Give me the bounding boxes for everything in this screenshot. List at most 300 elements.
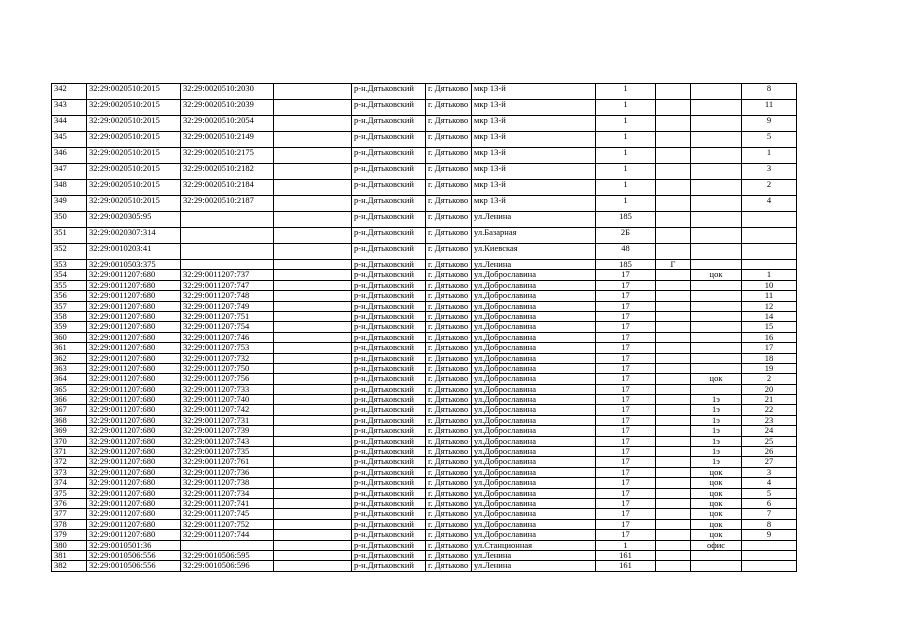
city-cell: г. Дятьково bbox=[426, 301, 472, 311]
letter-cell bbox=[656, 447, 691, 457]
row-number-cell: 360 bbox=[52, 332, 87, 342]
street-cell: ул.Доброславина bbox=[472, 530, 596, 540]
house-number-cell: 2Б bbox=[596, 228, 656, 244]
unit-number-cell: 8 bbox=[742, 84, 797, 100]
street-cell: мкр 13-й bbox=[472, 164, 596, 180]
city-cell: г. Дятьково bbox=[426, 447, 472, 457]
unit-number-cell: 15 bbox=[742, 322, 797, 332]
letter-cell bbox=[656, 322, 691, 332]
parent-cadastral-number-cell: 32:29:0010501:36 bbox=[87, 540, 181, 550]
blank-cell bbox=[274, 291, 352, 301]
cadastral-number-cell: 32:29:0011207:741 bbox=[181, 498, 274, 508]
table-row bbox=[52, 228, 797, 244]
row-number-cell: 361 bbox=[52, 343, 87, 353]
district-cell: р-н.Дятьковский bbox=[352, 395, 426, 405]
row-number-cell: 344 bbox=[52, 116, 87, 132]
table-row bbox=[52, 244, 797, 260]
parent-cadastral-number-cell: 32:29:0011207:680 bbox=[87, 332, 181, 342]
floor-cell: 1э bbox=[691, 457, 742, 467]
street-cell: ул.Базарная bbox=[472, 228, 596, 244]
row-number-cell: 352 bbox=[52, 244, 87, 260]
city-cell: г. Дятьково bbox=[426, 395, 472, 405]
house-number-cell: 17 bbox=[596, 311, 656, 321]
parent-cadastral-number-cell: 32:29:0011207:680 bbox=[87, 322, 181, 332]
blank-cell bbox=[274, 270, 352, 280]
table-row bbox=[52, 164, 797, 180]
floor-cell bbox=[691, 280, 742, 290]
letter-cell bbox=[656, 395, 691, 405]
unit-number-cell bbox=[742, 212, 797, 228]
table-row bbox=[52, 457, 797, 467]
district-cell: р-н.Дятьковский bbox=[352, 84, 426, 100]
district-cell: р-н.Дятьковский bbox=[352, 374, 426, 384]
letter-cell bbox=[656, 270, 691, 280]
district-cell: р-н.Дятьковский bbox=[352, 467, 426, 477]
cadastral-number-cell: 32:29:0011207:750 bbox=[181, 363, 274, 373]
parent-cadastral-number-cell: 32:29:0011207:680 bbox=[87, 478, 181, 488]
parent-cadastral-number-cell: 32:29:0011207:680 bbox=[87, 280, 181, 290]
floor-cell bbox=[691, 84, 742, 100]
blank-cell bbox=[274, 405, 352, 415]
cadastral-number-cell: 32:29:0011207:748 bbox=[181, 291, 274, 301]
table-row bbox=[52, 311, 797, 321]
cadastral-number-cell: 32:29:0011207:745 bbox=[181, 509, 274, 519]
table-row bbox=[52, 426, 797, 436]
unit-number-cell: 22 bbox=[742, 405, 797, 415]
district-cell: р-н.Дятьковский bbox=[352, 384, 426, 394]
parent-cadastral-number-cell: 32:29:0011207:680 bbox=[87, 270, 181, 280]
letter-cell bbox=[656, 467, 691, 477]
city-cell: г. Дятьково bbox=[426, 498, 472, 508]
cadastral-number-cell: 32:29:0020510:2149 bbox=[181, 132, 274, 148]
letter-cell bbox=[656, 498, 691, 508]
house-number-cell: 161 bbox=[596, 561, 656, 571]
table-row bbox=[52, 180, 797, 196]
letter-cell bbox=[656, 405, 691, 415]
parent-cadastral-number-cell: 32:29:0020305:95 bbox=[87, 212, 181, 228]
unit-number-cell: 1 bbox=[742, 148, 797, 164]
row-number-cell: 377 bbox=[52, 509, 87, 519]
unit-number-cell bbox=[742, 550, 797, 560]
parent-cadastral-number-cell: 32:29:0020510:2015 bbox=[87, 180, 181, 196]
unit-number-cell: 25 bbox=[742, 436, 797, 446]
floor-cell: цок bbox=[691, 374, 742, 384]
floor-cell bbox=[691, 196, 742, 212]
cadastral-number-cell: 32:29:0010506:595 bbox=[181, 550, 274, 560]
unit-number-cell: 24 bbox=[742, 426, 797, 436]
floor-cell: цок bbox=[691, 498, 742, 508]
house-number-cell: 17 bbox=[596, 374, 656, 384]
district-cell: р-н.Дятьковский bbox=[352, 311, 426, 321]
table-row bbox=[52, 467, 797, 477]
blank-cell bbox=[274, 84, 352, 100]
house-number-cell: 1 bbox=[596, 196, 656, 212]
letter-cell bbox=[656, 374, 691, 384]
floor-cell bbox=[691, 332, 742, 342]
district-cell: р-н.Дятьковский bbox=[352, 148, 426, 164]
house-number-cell: 17 bbox=[596, 395, 656, 405]
blank-cell bbox=[274, 353, 352, 363]
house-number-cell: 17 bbox=[596, 353, 656, 363]
document-table-container bbox=[51, 83, 797, 572]
unit-number-cell: 10 bbox=[742, 280, 797, 290]
street-cell: ул.Ленина bbox=[472, 260, 596, 270]
cadastral-number-cell: 32:29:0011207:747 bbox=[181, 280, 274, 290]
house-number-cell: 161 bbox=[596, 550, 656, 560]
row-number-cell: 378 bbox=[52, 519, 87, 529]
city-cell: г. Дятьково bbox=[426, 196, 472, 212]
street-cell: ул.Доброславина bbox=[472, 415, 596, 425]
table-row bbox=[52, 116, 797, 132]
district-cell: р-н.Дятьковский bbox=[352, 180, 426, 196]
letter-cell bbox=[656, 363, 691, 373]
city-cell: г. Дятьково bbox=[426, 426, 472, 436]
row-number-cell: 379 bbox=[52, 530, 87, 540]
row-number-cell: 354 bbox=[52, 270, 87, 280]
district-cell: р-н.Дятьковский bbox=[352, 322, 426, 332]
blank-cell bbox=[274, 322, 352, 332]
cadastral-number-cell: 32:29:0011207:735 bbox=[181, 447, 274, 457]
city-cell: г. Дятьково bbox=[426, 415, 472, 425]
letter-cell bbox=[656, 332, 691, 342]
cadastral-number-cell: 32:29:0020510:2187 bbox=[181, 196, 274, 212]
house-number-cell: 17 bbox=[596, 301, 656, 311]
street-cell: мкр 13-й bbox=[472, 132, 596, 148]
house-number-cell: 1 bbox=[596, 84, 656, 100]
city-cell: г. Дятьково bbox=[426, 436, 472, 446]
street-cell: ул.Доброславина bbox=[472, 509, 596, 519]
district-cell: р-н.Дятьковский bbox=[352, 405, 426, 415]
floor-cell bbox=[691, 132, 742, 148]
letter-cell bbox=[656, 84, 691, 100]
city-cell: г. Дятьково bbox=[426, 260, 472, 270]
row-number-cell: 382 bbox=[52, 561, 87, 571]
district-cell: р-н.Дятьковский bbox=[352, 426, 426, 436]
parent-cadastral-number-cell: 32:29:0011207:680 bbox=[87, 436, 181, 446]
unit-number-cell: 11 bbox=[742, 100, 797, 116]
floor-cell bbox=[691, 164, 742, 180]
table-row bbox=[52, 301, 797, 311]
parent-cadastral-number-cell: 32:29:0011207:680 bbox=[87, 363, 181, 373]
floor-cell bbox=[691, 260, 742, 270]
floor-cell: 1э bbox=[691, 395, 742, 405]
blank-cell bbox=[274, 100, 352, 116]
table-row bbox=[52, 260, 797, 270]
blank-cell bbox=[274, 550, 352, 560]
blank-cell bbox=[274, 116, 352, 132]
unit-number-cell: 16 bbox=[742, 332, 797, 342]
cadastral-number-cell: 32:29:0020510:2184 bbox=[181, 180, 274, 196]
floor-cell bbox=[691, 561, 742, 571]
floor-cell bbox=[691, 228, 742, 244]
row-number-cell: 362 bbox=[52, 353, 87, 363]
district-cell: р-н.Дятьковский bbox=[352, 260, 426, 270]
letter-cell bbox=[656, 343, 691, 353]
city-cell: г. Дятьково bbox=[426, 353, 472, 363]
city-cell: г. Дятьково bbox=[426, 478, 472, 488]
cadastral-number-cell: 32:29:0011207:733 bbox=[181, 384, 274, 394]
cadastral-number-cell: 32:29:0011207:744 bbox=[181, 530, 274, 540]
table-row bbox=[52, 384, 797, 394]
unit-number-cell: 3 bbox=[742, 164, 797, 180]
row-number-cell: 368 bbox=[52, 415, 87, 425]
table-row bbox=[52, 84, 797, 100]
street-cell: ул.Доброславина bbox=[472, 384, 596, 394]
unit-number-cell: 12 bbox=[742, 301, 797, 311]
cadastral-number-cell: 32:29:0020510:2054 bbox=[181, 116, 274, 132]
table-row bbox=[52, 270, 797, 280]
blank-cell bbox=[274, 363, 352, 373]
city-cell: г. Дятьково bbox=[426, 311, 472, 321]
letter-cell bbox=[656, 164, 691, 180]
street-cell: ул.Доброславина bbox=[472, 374, 596, 384]
table-row bbox=[52, 322, 797, 332]
table-row bbox=[52, 415, 797, 425]
street-cell: ул.Доброславина bbox=[472, 301, 596, 311]
parent-cadastral-number-cell: 32:29:0020510:2015 bbox=[87, 116, 181, 132]
letter-cell bbox=[656, 180, 691, 196]
data-table bbox=[51, 83, 797, 572]
city-cell: г. Дятьково bbox=[426, 561, 472, 571]
row-number-cell: 365 bbox=[52, 384, 87, 394]
parent-cadastral-number-cell: 32:29:0010503:375 bbox=[87, 260, 181, 270]
district-cell: р-н.Дятьковский bbox=[352, 280, 426, 290]
house-number-cell: 17 bbox=[596, 405, 656, 415]
blank-cell bbox=[274, 332, 352, 342]
letter-cell bbox=[656, 116, 691, 132]
blank-cell bbox=[274, 164, 352, 180]
table-row bbox=[52, 405, 797, 415]
house-number-cell: 17 bbox=[596, 457, 656, 467]
house-number-cell: 17 bbox=[596, 270, 656, 280]
row-number-cell: 367 bbox=[52, 405, 87, 415]
district-cell: р-н.Дятьковский bbox=[352, 244, 426, 260]
district-cell: р-н.Дятьковский bbox=[352, 550, 426, 560]
letter-cell bbox=[656, 291, 691, 301]
parent-cadastral-number-cell: 32:29:0020510:2015 bbox=[87, 84, 181, 100]
street-cell: ул.Доброславина bbox=[472, 488, 596, 498]
unit-number-cell: 7 bbox=[742, 509, 797, 519]
street-cell: ул.Доброславина bbox=[472, 426, 596, 436]
unit-number-cell: 8 bbox=[742, 519, 797, 529]
parent-cadastral-number-cell: 32:29:0010203:41 bbox=[87, 244, 181, 260]
row-number-cell: 348 bbox=[52, 180, 87, 196]
unit-number-cell: 23 bbox=[742, 415, 797, 425]
district-cell: р-н.Дятьковский bbox=[352, 457, 426, 467]
parent-cadastral-number-cell: 32:29:0011207:680 bbox=[87, 488, 181, 498]
row-number-cell: 349 bbox=[52, 196, 87, 212]
floor-cell: цок bbox=[691, 478, 742, 488]
parent-cadastral-number-cell: 32:29:0020510:2015 bbox=[87, 164, 181, 180]
floor-cell: цок bbox=[691, 488, 742, 498]
cadastral-number-cell bbox=[181, 212, 274, 228]
district-cell: р-н.Дятьковский bbox=[352, 540, 426, 550]
unit-number-cell: 2 bbox=[742, 374, 797, 384]
blank-cell bbox=[274, 343, 352, 353]
cadastral-number-cell bbox=[181, 260, 274, 270]
parent-cadastral-number-cell: 32:29:0011207:680 bbox=[87, 530, 181, 540]
cadastral-number-cell: 32:29:0011207:743 bbox=[181, 436, 274, 446]
city-cell: г. Дятьково bbox=[426, 384, 472, 394]
letter-cell bbox=[656, 478, 691, 488]
letter-cell bbox=[656, 415, 691, 425]
district-cell: р-н.Дятьковский bbox=[352, 561, 426, 571]
parent-cadastral-number-cell: 32:29:0010506:556 bbox=[87, 561, 181, 571]
letter-cell bbox=[656, 509, 691, 519]
street-cell: мкр 13-й bbox=[472, 148, 596, 164]
row-number-cell: 351 bbox=[52, 228, 87, 244]
city-cell: г. Дятьково bbox=[426, 363, 472, 373]
blank-cell bbox=[274, 180, 352, 196]
floor-cell bbox=[691, 322, 742, 332]
row-number-cell: 343 bbox=[52, 100, 87, 116]
table-row bbox=[52, 540, 797, 550]
street-cell: ул.Доброславина bbox=[472, 478, 596, 488]
house-number-cell: 17 bbox=[596, 436, 656, 446]
parent-cadastral-number-cell: 32:29:0020510:2015 bbox=[87, 132, 181, 148]
floor-cell: 1э bbox=[691, 426, 742, 436]
house-number-cell: 17 bbox=[596, 447, 656, 457]
row-number-cell: 364 bbox=[52, 374, 87, 384]
table-row bbox=[52, 509, 797, 519]
house-number-cell: 17 bbox=[596, 478, 656, 488]
row-number-cell: 345 bbox=[52, 132, 87, 148]
floor-cell bbox=[691, 550, 742, 560]
blank-cell bbox=[274, 447, 352, 457]
table-row bbox=[52, 488, 797, 498]
house-number-cell: 1 bbox=[596, 148, 656, 164]
city-cell: г. Дятьково bbox=[426, 332, 472, 342]
street-cell: мкр 13-й bbox=[472, 116, 596, 132]
floor-cell bbox=[691, 244, 742, 260]
unit-number-cell: 5 bbox=[742, 132, 797, 148]
house-number-cell: 1 bbox=[596, 100, 656, 116]
house-number-cell: 17 bbox=[596, 280, 656, 290]
row-number-cell: 358 bbox=[52, 311, 87, 321]
floor-cell: цок bbox=[691, 519, 742, 529]
floor-cell bbox=[691, 343, 742, 353]
table-row bbox=[52, 291, 797, 301]
city-cell: г. Дятьково bbox=[426, 100, 472, 116]
cadastral-number-cell: 32:29:0011207:736 bbox=[181, 467, 274, 477]
cadastral-number-cell: 32:29:0011207:732 bbox=[181, 353, 274, 363]
street-cell: ул.Доброславина bbox=[472, 519, 596, 529]
floor-cell bbox=[691, 311, 742, 321]
district-cell: р-н.Дятьковский bbox=[352, 519, 426, 529]
letter-cell bbox=[656, 132, 691, 148]
row-number-cell: 366 bbox=[52, 395, 87, 405]
city-cell: г. Дятьково bbox=[426, 540, 472, 550]
unit-number-cell: 9 bbox=[742, 116, 797, 132]
unit-number-cell: 3 bbox=[742, 467, 797, 477]
house-number-cell: 1 bbox=[596, 180, 656, 196]
parent-cadastral-number-cell: 32:29:0011207:680 bbox=[87, 498, 181, 508]
parent-cadastral-number-cell: 32:29:0020307:314 bbox=[87, 228, 181, 244]
table-row bbox=[52, 550, 797, 560]
cadastral-number-cell: 32:29:0011207:751 bbox=[181, 311, 274, 321]
letter-cell bbox=[656, 353, 691, 363]
cadastral-number-cell: 32:29:0020510:2182 bbox=[181, 164, 274, 180]
row-number-cell: 372 bbox=[52, 457, 87, 467]
city-cell: г. Дятьково bbox=[426, 405, 472, 415]
cadastral-number-cell: 32:29:0011207:749 bbox=[181, 301, 274, 311]
cadastral-number-cell: 32:29:0011207:746 bbox=[181, 332, 274, 342]
cadastral-number-cell: 32:29:0010506:596 bbox=[181, 561, 274, 571]
parent-cadastral-number-cell: 32:29:0011207:680 bbox=[87, 384, 181, 394]
letter-cell bbox=[656, 530, 691, 540]
city-cell: г. Дятьково bbox=[426, 270, 472, 280]
parent-cadastral-number-cell: 32:29:0011207:680 bbox=[87, 405, 181, 415]
letter-cell bbox=[656, 488, 691, 498]
city-cell: г. Дятьково bbox=[426, 530, 472, 540]
district-cell: р-н.Дятьковский bbox=[352, 363, 426, 373]
unit-number-cell: 6 bbox=[742, 498, 797, 508]
floor-cell: цок bbox=[691, 509, 742, 519]
blank-cell bbox=[274, 498, 352, 508]
row-number-cell: 355 bbox=[52, 280, 87, 290]
row-number-cell: 370 bbox=[52, 436, 87, 446]
parent-cadastral-number-cell: 32:29:0011207:680 bbox=[87, 395, 181, 405]
floor-cell: цок bbox=[691, 530, 742, 540]
cadastral-number-cell: 32:29:0020510:2175 bbox=[181, 148, 274, 164]
row-number-cell: 342 bbox=[52, 84, 87, 100]
street-cell: ул.Ленина bbox=[472, 212, 596, 228]
unit-number-cell: 2 bbox=[742, 180, 797, 196]
blank-cell bbox=[274, 457, 352, 467]
cadastral-number-cell: 32:29:0011207:742 bbox=[181, 405, 274, 415]
row-number-cell: 380 bbox=[52, 540, 87, 550]
district-cell: р-н.Дятьковский bbox=[352, 343, 426, 353]
parent-cadastral-number-cell: 32:29:0011207:680 bbox=[87, 509, 181, 519]
district-cell: р-н.Дятьковский bbox=[352, 116, 426, 132]
district-cell: р-н.Дятьковский bbox=[352, 436, 426, 446]
letter-cell bbox=[656, 426, 691, 436]
house-number-cell: 17 bbox=[596, 530, 656, 540]
blank-cell bbox=[274, 436, 352, 446]
row-number-cell: 357 bbox=[52, 301, 87, 311]
table-row bbox=[52, 280, 797, 290]
floor-cell: цок bbox=[691, 270, 742, 280]
unit-number-cell bbox=[742, 540, 797, 550]
cadastral-number-cell: 32:29:0011207:756 bbox=[181, 374, 274, 384]
letter-cell bbox=[656, 301, 691, 311]
street-cell: ул.Ленина bbox=[472, 561, 596, 571]
table-row bbox=[52, 519, 797, 529]
district-cell: р-н.Дятьковский bbox=[352, 228, 426, 244]
unit-number-cell: 19 bbox=[742, 363, 797, 373]
row-number-cell: 375 bbox=[52, 488, 87, 498]
blank-cell bbox=[274, 384, 352, 394]
cadastral-number-cell: 32:29:0011207:761 bbox=[181, 457, 274, 467]
district-cell: р-н.Дятьковский bbox=[352, 447, 426, 457]
street-cell: ул.Доброславина bbox=[472, 405, 596, 415]
street-cell: ул.Киевская bbox=[472, 244, 596, 260]
blank-cell bbox=[274, 488, 352, 498]
house-number-cell: 17 bbox=[596, 426, 656, 436]
district-cell: р-н.Дятьковский bbox=[352, 301, 426, 311]
floor-cell: 1э bbox=[691, 436, 742, 446]
house-number-cell: 1 bbox=[596, 540, 656, 550]
city-cell: г. Дятьково bbox=[426, 509, 472, 519]
floor-cell: 1э bbox=[691, 415, 742, 425]
street-cell: ул.Доброславина bbox=[472, 270, 596, 280]
district-cell: р-н.Дятьковский bbox=[352, 478, 426, 488]
table-row bbox=[52, 530, 797, 540]
parent-cadastral-number-cell: 32:29:0011207:680 bbox=[87, 457, 181, 467]
street-cell: ул.Станционная bbox=[472, 540, 596, 550]
parent-cadastral-number-cell: 32:29:0011207:680 bbox=[87, 467, 181, 477]
street-cell: ул.Доброславина bbox=[472, 447, 596, 457]
